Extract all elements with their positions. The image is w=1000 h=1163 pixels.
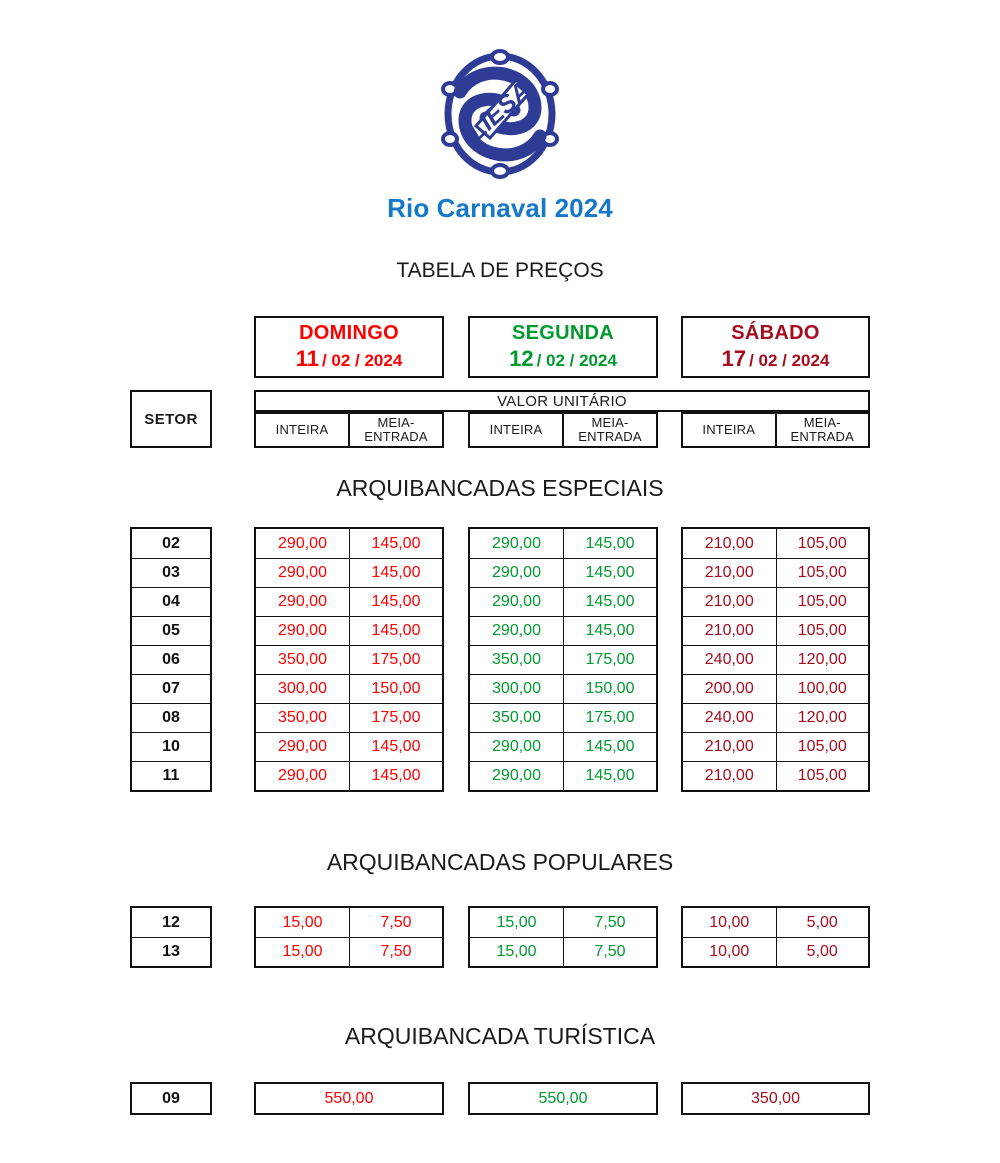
section-title-populares: ARQUIBANCADAS POPULARES bbox=[326, 849, 674, 875]
table-row bbox=[256, 674, 442, 703]
price-cell: 15,00 bbox=[496, 943, 537, 960]
price-cell: 7,50 bbox=[349, 938, 442, 966]
price-cell: 290,00 bbox=[278, 622, 327, 639]
table-row bbox=[470, 703, 656, 732]
price-cell: 350,00 bbox=[492, 651, 541, 668]
price-cell: 290,00 bbox=[278, 738, 327, 755]
table-row bbox=[470, 732, 656, 761]
price-cell: 145,00 bbox=[349, 617, 442, 645]
date-label-domingo bbox=[296, 347, 403, 370]
table-row bbox=[256, 761, 442, 790]
sector-column-1 bbox=[130, 906, 212, 968]
price-cell: 105,00 bbox=[776, 617, 869, 645]
table-row bbox=[470, 908, 656, 937]
price-cell: 145,00 bbox=[563, 762, 656, 790]
subheader-meia-segunda: MEIA-ENTRADA bbox=[562, 414, 656, 446]
section-title-turistica: ARQUIBANCADA TURÍSTICA bbox=[344, 1023, 656, 1049]
price-cell: 350,00 bbox=[751, 1089, 800, 1107]
price-cell: 350,00 bbox=[492, 709, 541, 726]
date-day-domingo: 11 bbox=[295, 346, 319, 372]
setor-column-header: SETOR bbox=[130, 390, 212, 448]
table-row bbox=[683, 732, 868, 761]
price-cell: 290,00 bbox=[278, 534, 327, 552]
table-row bbox=[683, 529, 868, 558]
price-cell: 290,00 bbox=[492, 622, 541, 639]
price-cell: 105,00 bbox=[776, 559, 869, 587]
price-cell: 145,00 bbox=[563, 733, 656, 761]
price-block-domingo-0 bbox=[254, 527, 444, 792]
subheader-group-sabado bbox=[681, 412, 870, 448]
table-row bbox=[683, 645, 868, 674]
price-cell: 7,50 bbox=[349, 908, 442, 937]
table-row bbox=[256, 558, 442, 587]
price-cell: 210,00 bbox=[704, 622, 754, 639]
price-cell: 175,00 bbox=[563, 646, 656, 674]
sector-cell: 09 bbox=[162, 1089, 180, 1107]
sector-cell: 11 bbox=[132, 761, 210, 790]
price-cell: 100,00 bbox=[776, 675, 869, 703]
valor-unitario-header: VALOR UNITÁRIO bbox=[254, 390, 870, 412]
price-cell: 120,00 bbox=[776, 704, 869, 732]
price-cell: 290,00 bbox=[278, 593, 327, 610]
price-cell: 15,00 bbox=[282, 913, 323, 931]
subheader-group-domingo bbox=[254, 412, 444, 448]
table-row bbox=[256, 908, 442, 937]
sector-cell: 02 bbox=[162, 534, 180, 552]
price-cell: 300,00 bbox=[278, 680, 327, 697]
table-row bbox=[470, 761, 656, 790]
price-cell: 120,00 bbox=[776, 646, 869, 674]
date-label-sabado bbox=[722, 347, 830, 370]
price-cell: 550,00 bbox=[324, 1089, 374, 1107]
price-block-sabado-0 bbox=[681, 527, 870, 792]
page-title: TABELA DE PREÇOS bbox=[396, 259, 604, 282]
price-cell: 210,00 bbox=[704, 767, 754, 784]
price-cell: 210,00 bbox=[704, 738, 754, 755]
price-cell: 105,00 bbox=[776, 588, 869, 616]
price-block-domingo-1 bbox=[254, 906, 444, 968]
table-row bbox=[470, 587, 656, 616]
price-block-sabado-2 bbox=[681, 1082, 870, 1115]
price-block-segunda-1 bbox=[468, 906, 658, 968]
price-cell: 290,00 bbox=[492, 593, 541, 610]
table-row bbox=[683, 761, 868, 790]
price-cell: 7,50 bbox=[563, 908, 656, 937]
price-cell: 10,00 bbox=[709, 943, 750, 960]
price-cell: 350,00 bbox=[278, 651, 327, 668]
table-row bbox=[470, 674, 656, 703]
date-label-segunda bbox=[509, 347, 617, 370]
date-day-segunda: 12 bbox=[509, 346, 534, 372]
price-cell: 145,00 bbox=[349, 588, 442, 616]
sector-cell: 06 bbox=[132, 645, 210, 674]
price-cell: 145,00 bbox=[563, 588, 656, 616]
price-cell: 175,00 bbox=[349, 704, 442, 732]
date-day-sabado: 17 bbox=[721, 346, 747, 372]
sector-column-2 bbox=[130, 1082, 212, 1115]
sector-cell: 10 bbox=[132, 732, 210, 761]
price-cell: 210,00 bbox=[704, 564, 754, 581]
table-row bbox=[470, 616, 656, 645]
table-row bbox=[683, 587, 868, 616]
sector-cell: 08 bbox=[132, 703, 210, 732]
price-block-domingo-2 bbox=[254, 1082, 444, 1115]
table-row bbox=[256, 703, 442, 732]
logo-container bbox=[0, 44, 1000, 184]
price-cell: 5,00 bbox=[776, 938, 869, 966]
date-header-sabado bbox=[681, 316, 870, 378]
price-cell: 210,00 bbox=[704, 534, 754, 552]
subheader-inteira-sabado: INTEIRA bbox=[702, 422, 756, 438]
table-row bbox=[683, 937, 868, 966]
subheader-meia-sabado: MEIA-ENTRADA bbox=[775, 414, 869, 446]
price-cell: 145,00 bbox=[349, 559, 442, 587]
table-row bbox=[470, 529, 656, 558]
price-cell: 300,00 bbox=[492, 680, 541, 697]
table-row bbox=[683, 703, 868, 732]
price-cell: 290,00 bbox=[278, 564, 327, 581]
table-row bbox=[470, 558, 656, 587]
table-row bbox=[683, 674, 868, 703]
price-cell: 7,50 bbox=[563, 938, 656, 966]
weekday-label-domingo: DOMINGO bbox=[299, 322, 399, 345]
table-row bbox=[256, 937, 442, 966]
subheader-inteira-domingo: INTEIRA bbox=[275, 422, 329, 438]
table-row bbox=[256, 529, 442, 558]
section-title-especiais: ARQUIBANCADAS ESPECIAIS bbox=[336, 475, 664, 501]
weekday-label-sabado: SÁBADO bbox=[731, 322, 820, 345]
price-cell: 150,00 bbox=[563, 675, 656, 703]
price-cell: 175,00 bbox=[349, 646, 442, 674]
price-block-sabado-1 bbox=[681, 906, 870, 968]
price-cell: 550,00 bbox=[538, 1089, 588, 1107]
price-cell: 145,00 bbox=[349, 762, 442, 790]
price-cell: 5,00 bbox=[776, 908, 869, 937]
table-row bbox=[256, 616, 442, 645]
price-cell: 105,00 bbox=[776, 733, 869, 761]
sector-cell: 07 bbox=[132, 674, 210, 703]
sector-cell: 03 bbox=[132, 558, 210, 587]
price-cell: 200,00 bbox=[704, 680, 754, 697]
table-row bbox=[256, 645, 442, 674]
table-row bbox=[470, 645, 656, 674]
price-cell: 210,00 bbox=[704, 593, 754, 610]
price-cell: 240,00 bbox=[704, 709, 754, 726]
table-row bbox=[256, 732, 442, 761]
price-cell: 145,00 bbox=[349, 733, 442, 761]
price-cell: 290,00 bbox=[492, 767, 541, 784]
sector-column-0 bbox=[130, 527, 212, 792]
price-cell: 350,00 bbox=[278, 709, 327, 726]
liesa-logo bbox=[430, 44, 570, 184]
table-row bbox=[683, 616, 868, 645]
price-cell: 145,00 bbox=[563, 529, 656, 558]
subheader-inteira-segunda: INTEIRA bbox=[489, 422, 543, 438]
price-block-segunda-2 bbox=[468, 1082, 658, 1115]
logo-wordmark: LIESA bbox=[462, 75, 537, 147]
price-cell: 10,00 bbox=[709, 913, 750, 931]
table-row bbox=[683, 908, 868, 937]
date-rest-segunda: / 02 / 2024 bbox=[536, 351, 617, 371]
price-block-segunda-0 bbox=[468, 527, 658, 792]
brand-title: Rio Carnaval 2024 bbox=[387, 193, 613, 223]
price-cell: 290,00 bbox=[492, 534, 541, 552]
price-cell: 290,00 bbox=[492, 564, 541, 581]
date-rest-domingo: / 02 / 2024 bbox=[321, 351, 403, 371]
date-rest-sabado: / 02 / 2024 bbox=[749, 351, 830, 371]
date-header-domingo bbox=[254, 316, 444, 378]
price-cell: 105,00 bbox=[776, 529, 869, 558]
price-cell: 290,00 bbox=[278, 767, 327, 784]
sector-cell: 12 bbox=[162, 913, 180, 931]
sector-cell: 04 bbox=[132, 587, 210, 616]
price-cell: 150,00 bbox=[349, 675, 442, 703]
sector-cell: 13 bbox=[132, 937, 210, 966]
price-cell: 15,00 bbox=[282, 943, 323, 960]
table-row bbox=[683, 558, 868, 587]
table-row bbox=[256, 587, 442, 616]
price-cell: 145,00 bbox=[349, 529, 442, 558]
subheader-group-segunda bbox=[468, 412, 658, 448]
price-cell: 240,00 bbox=[704, 651, 754, 668]
weekday-label-segunda: SEGUNDA bbox=[511, 322, 615, 345]
price-cell: 175,00 bbox=[563, 704, 656, 732]
subheader-meia-domingo: MEIA-ENTRADA bbox=[348, 414, 442, 446]
price-cell: 105,00 bbox=[776, 762, 869, 790]
price-cell: 145,00 bbox=[563, 559, 656, 587]
date-header-segunda bbox=[468, 316, 658, 378]
price-cell: 145,00 bbox=[563, 617, 656, 645]
table-row bbox=[470, 937, 656, 966]
price-cell: 290,00 bbox=[492, 738, 541, 755]
sector-cell: 05 bbox=[132, 616, 210, 645]
price-cell: 15,00 bbox=[496, 913, 537, 931]
